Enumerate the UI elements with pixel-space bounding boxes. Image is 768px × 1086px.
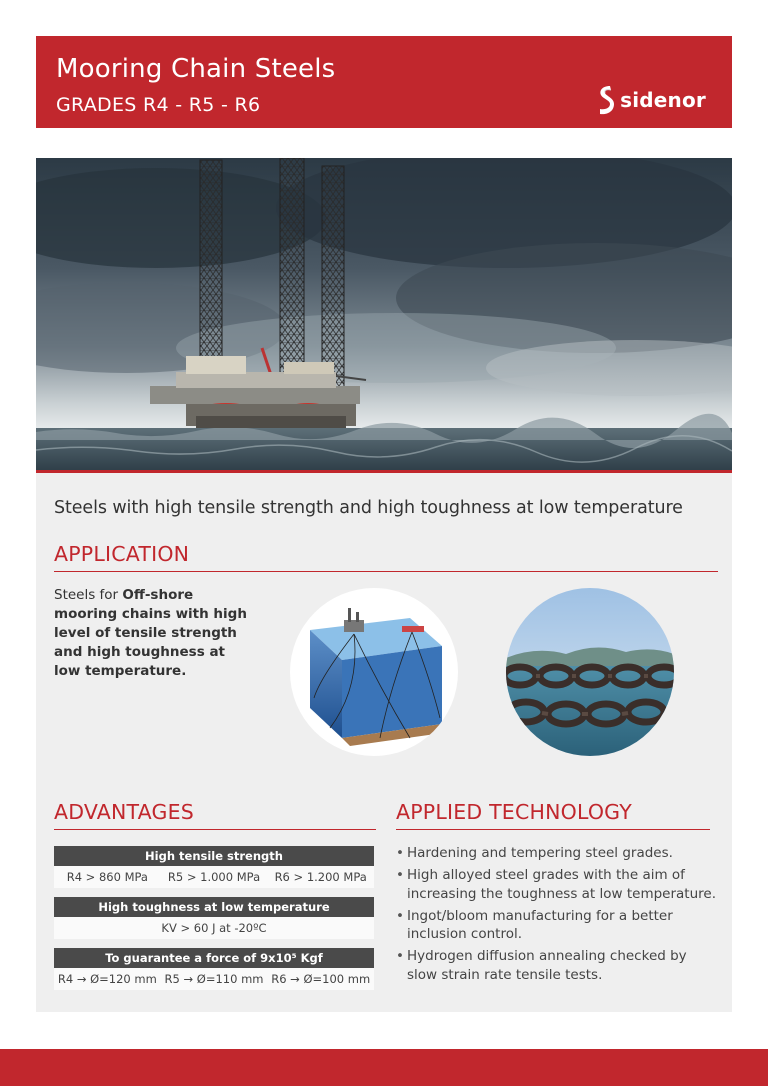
application-text-bold: Off-shore mooring chains with high level of tensile strength and high toughness at low temperature.	[54, 587, 247, 679]
footer-bar	[0, 1049, 768, 1086]
header-banner	[36, 36, 732, 128]
advantages-rule	[54, 829, 376, 830]
list-item: • Ingot/bloom manufacturing for a better inclusion control.	[396, 907, 718, 944]
adv-group-tensile-title: High tensile strength	[54, 846, 374, 866]
adv-cell: R5 → Ø=110 mm	[164, 972, 264, 986]
advantages-heading: ADVANTAGES	[54, 800, 194, 824]
sidenor-logo	[596, 84, 706, 116]
applied-technology-list	[396, 844, 718, 988]
logo-wordmark: sidenor	[620, 88, 706, 112]
page-subtitle: GRADES R4 - R5 - R6	[56, 94, 261, 116]
adv-group-tensile-row	[54, 866, 374, 888]
application-rule	[54, 571, 718, 572]
adv-group-force-row	[54, 968, 374, 990]
sidenor-logo-icon	[596, 84, 616, 116]
list-item: • Hardening and tempering steel grades.	[396, 844, 718, 863]
adv-cell: KV > 60 J at -20ºC	[161, 921, 267, 935]
applied-technology-rule	[396, 829, 710, 830]
hero-divider	[36, 470, 732, 473]
adv-group-toughness-row	[54, 917, 374, 939]
adv-cell: R5 > 1.000 MPa	[167, 870, 261, 884]
adv-group-force-title: To guarantee a force of 9x10⁵ Kgf	[54, 948, 374, 968]
adv-cell: R6 → Ø=100 mm	[271, 972, 371, 986]
list-item: • High alloyed steel grades with the aim of increasing the toughness at low temperature.	[396, 866, 718, 903]
applied-technology-heading: APPLIED TECHNOLOGY	[396, 800, 632, 824]
tagline: Steels with high tensile strength and high toughness at low temperature	[54, 498, 683, 518]
adv-cell: R6 > 1.200 MPa	[274, 870, 367, 884]
list-item: • Hydrogen diffusion annealing checked by slow strain rate tensile tests.	[396, 947, 718, 984]
offshore-rig-photo	[36, 158, 732, 472]
adv-group-toughness-title: High toughness at low temperature	[54, 897, 374, 917]
application-heading: APPLICATION	[54, 542, 190, 566]
adv-cell: R4 > 860 MPa	[66, 870, 148, 884]
adv-cell: R4 → Ø=120 mm	[57, 972, 157, 986]
page-title: Mooring Chain Steels	[56, 54, 336, 84]
chain-sea-image	[506, 588, 674, 756]
application-text	[54, 586, 254, 681]
mooring-diagram-image	[290, 588, 458, 756]
content-panel	[36, 158, 732, 1012]
application-text-intro: Steels for	[54, 587, 123, 603]
